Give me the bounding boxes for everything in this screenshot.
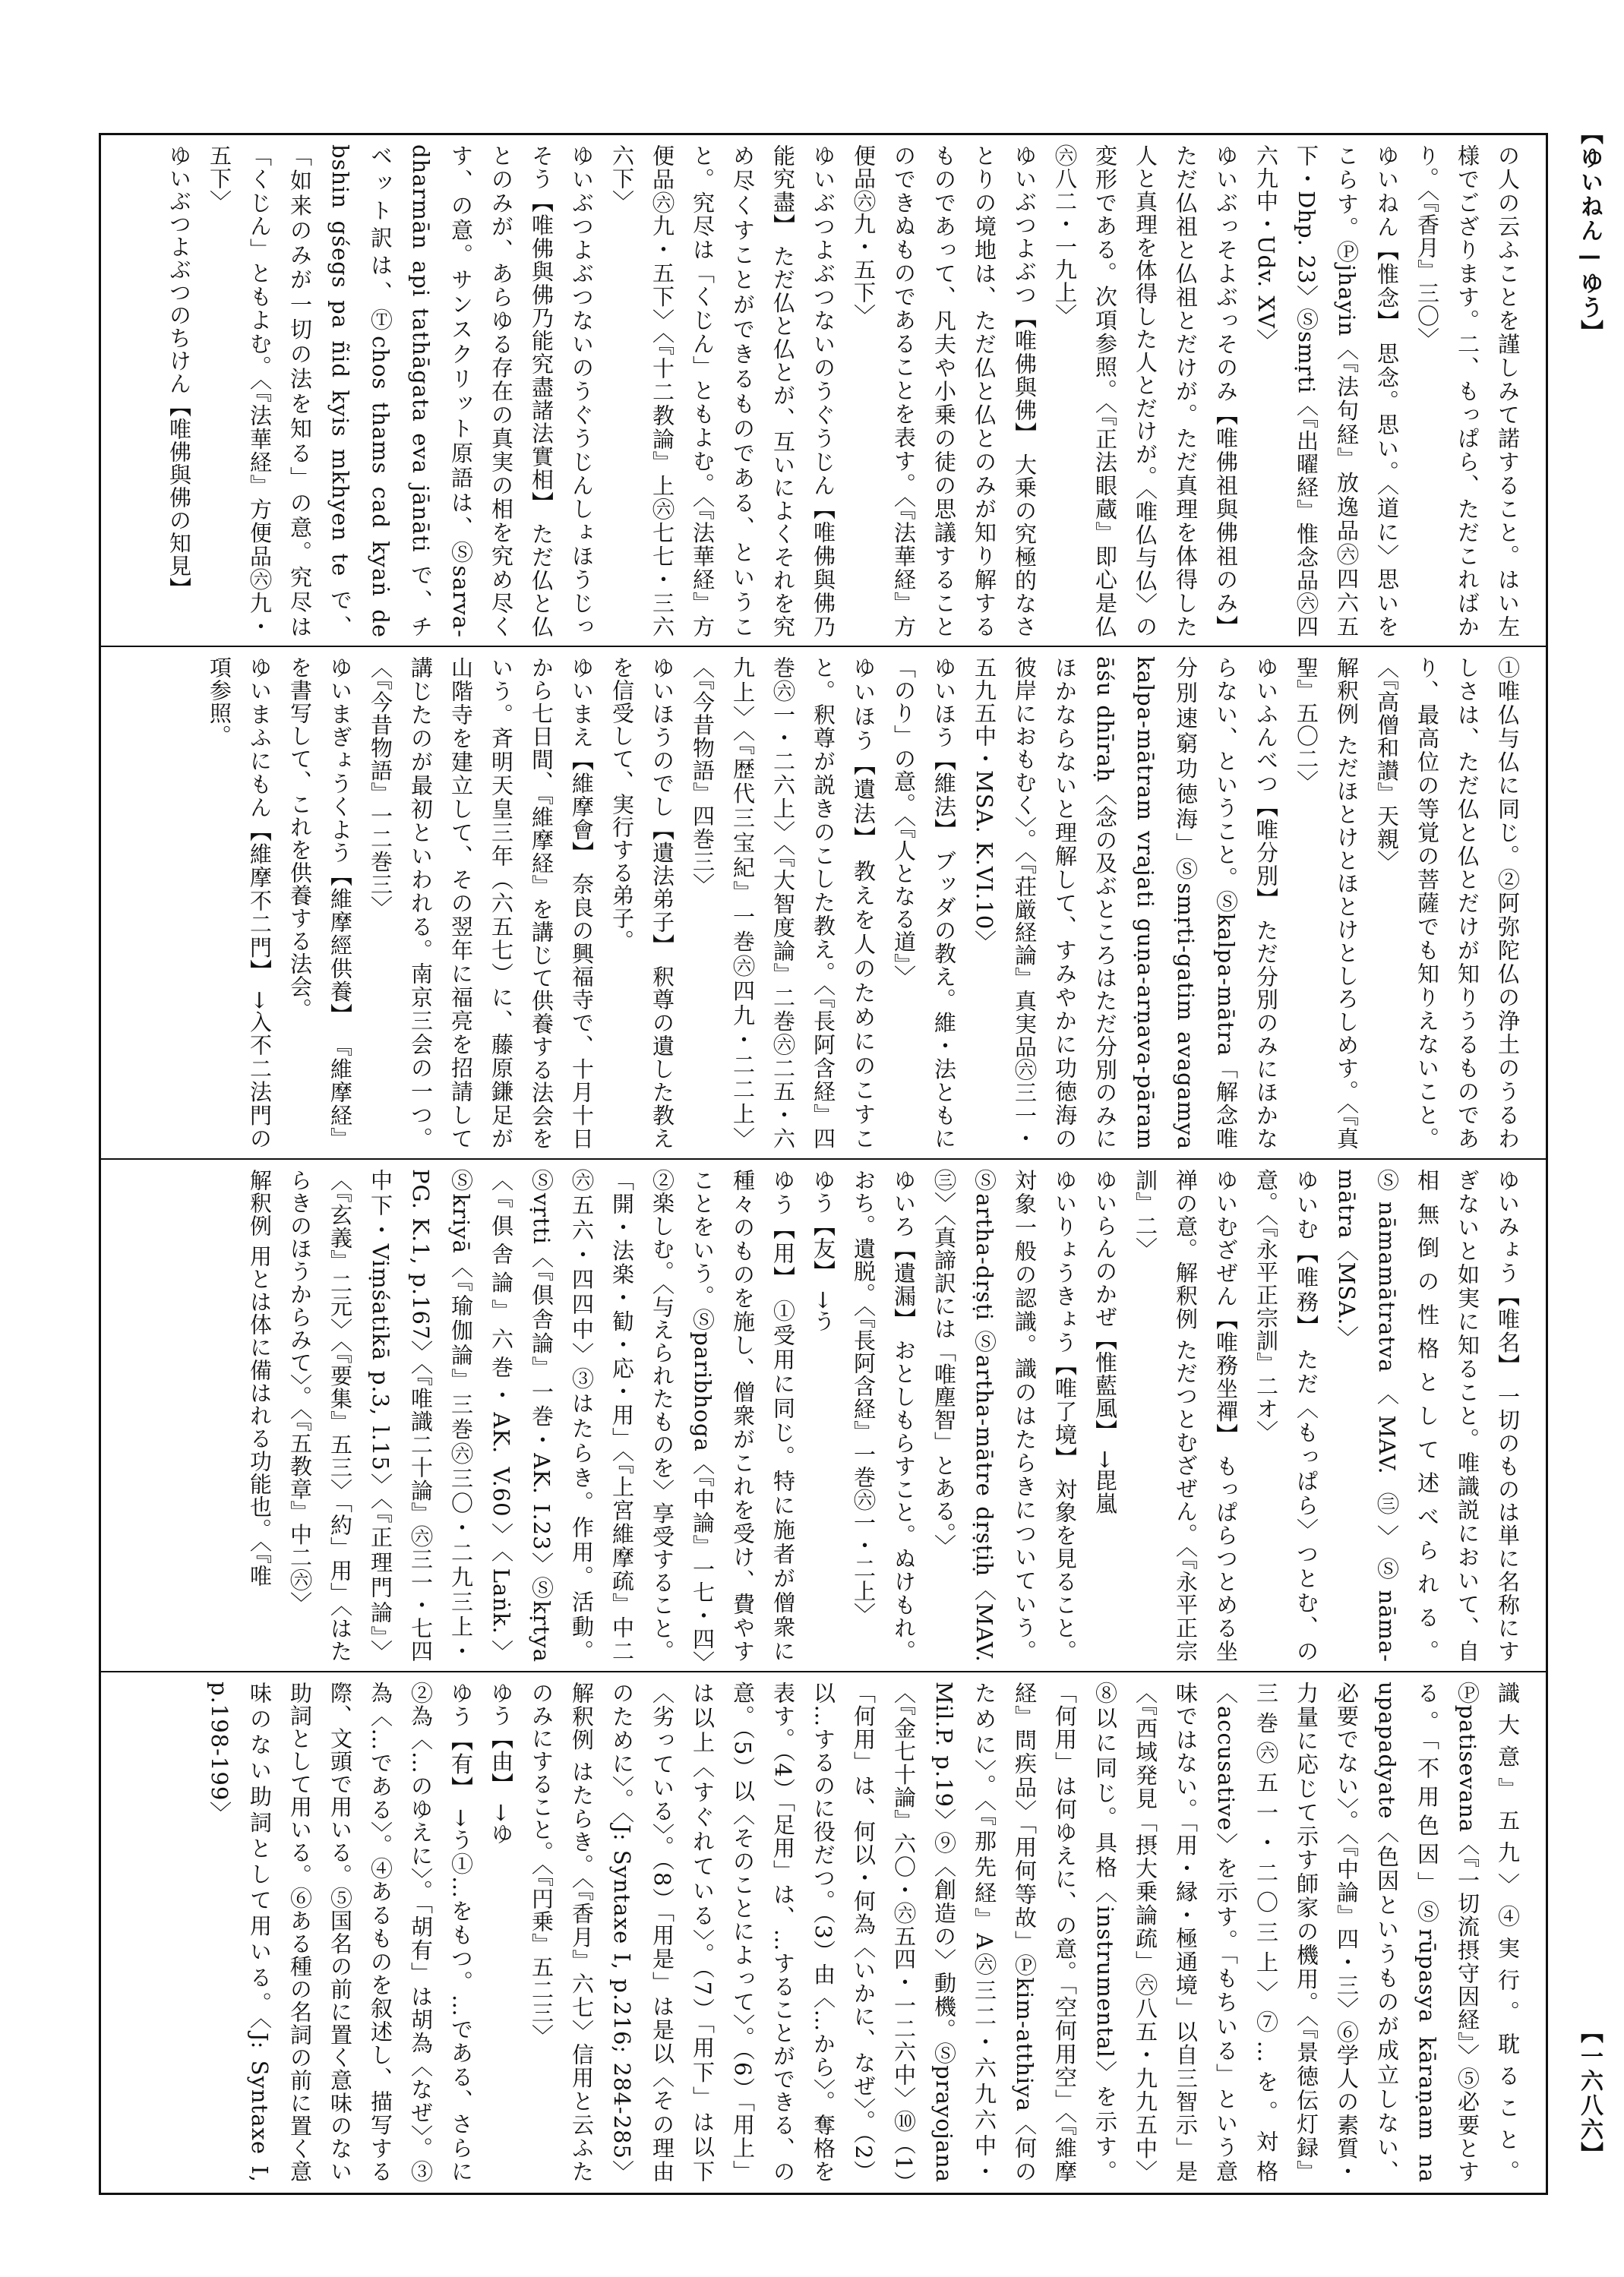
entry-yuihounodeshi: ゆいほうのでし【遺法弟子】 釈尊の遺した教えを信受して、実行する弟子。 <box>609 656 675 1150</box>
tier-4 <box>116 1682 1528 2183</box>
entry-yuu-you: ゆう【用】 ①受用に同じ。特に施者が僧衆に種々のものを施し、僧衆がこれを受け、費やすことをいう。Ⓢparibhoga〈『中論』一七・四〉②楽しむ。〈与えられたものを〉享受すること。「開・法楽・勧・応・用」〈『上宮維摩疏』中二㊅五六・四四中〉③はたらき。作用。活動。Ⓢvṛtti〈『倶舎論』一巻・AK. I.23〉Ⓢkṛtya〈『倶舎論』六巻・AK. V.60〉〈Laṅk.〉Ⓢkriyā〈『瑜伽論』三巻㊅三〇・二九三上・PG. K.1, p.167〉〈『唯識二十論』㊅三一・七四中下・Viṃśatikā p.3, l.15〉〈『正理門論』〉〈『玄義』二元〉〈『要集』五三〉「約」用」〈はたらきのほうからみて〉。〈『五教章』中二㊅〉 <box>287 1169 796 1663</box>
entry-yuu-aru: ゆう【有】 →う①…をもつ。…である、さらに②為〈…のゆえに〉。「胡有」は胡為〈なぜ〉。③為〈…である〉。④あるものを叙述し、描写する際、文頭で用いる。⑤国名の前に置く意味のない助詞として用いる。⑥ある種の名詞の前に置く意味のない助詞として用いる。〈J: Syntaxe I, p.198-199〉 <box>207 1682 474 2183</box>
entry-yuibutsuyobutsu-nainou: ゆいぶつよぶつないのうぐうじん【唯佛與佛乃能究盡】 ただ仏と仏とが、互いによくそれを究め尽くすことができるものである、ということ。究尽は「くじん」ともよむ。〈『法華経』方便品㊅九・五下〉〈『十二教論』上㊅七七・三六六下〉 <box>609 144 836 638</box>
entry-yuimu: ゆいむ【唯務】 ただ〈もっぱら〉つとむ、の意。〈『永平正宗訓』二オ〉 <box>1253 1169 1319 1663</box>
entry-yuimuzazen: ゆいむざぜん【唯務坐禪】 もっぱらつとめる坐禅の意。解釈例 ただつとむざぜん。〈『永平正宗訓』二〉 <box>1133 1169 1239 1663</box>
tier-divider <box>101 1158 1546 1160</box>
page-number: 【一六八六】 <box>1576 2020 1603 2166</box>
entry-yuibutsuyobutsu-chiken: ゆいぶつよぶつのちけん【唯佛與佛の知見】 <box>166 144 192 600</box>
entry-yuibussoyobusso: ゆいぶっそよぶっそのみ【唯佛祖與佛祖のみ】 ただ仏祖と仏祖とだけが。ただ真理を体得した人と真理を体得した人とだけが。〈唯仏与仏〉の変形である。次項参照。〈『正法眼蔵』即心是仏㊅八二・一九上〉 <box>1052 144 1239 638</box>
entry-yuihou-1: ゆいほう【維法】 ブッダの教え。維・法ともに「のり」の意。〈『人となる道』〉 <box>891 656 957 1150</box>
entry-block: 解釈例 用とは体に備はれる功能也。〈『唯 <box>247 1169 273 1588</box>
entry-yuiro: ゆいろ【遺漏】 おとしもらすこと。ぬけもれ。おち。遺脱。〈『長阿含経』一巻㊅一・二上〉 <box>851 1169 917 1663</box>
entry-yuinen: ゆいねん【惟念】 思念。思い。〈道に〉思いをこらす。Ⓟjhayin〈『法句経』放逸品㊅四六五下・Dhp. 23〉Ⓢsmṛti〈『出曜経』惟念品㊅四六九中・Udv. XV〉 <box>1253 144 1400 638</box>
running-head: 【ゆいねん—ゆう】 <box>1576 122 1603 344</box>
entry-block: 識大意』五九〉④実行。耽ること。Ⓟpatisevana〈『一切流摂守因経』〉⑤必要とする。「不用色因」Ⓢrūpasya kāraṇam na upapadyate〈色因というものが成立しない、必要でない〉。〈『中論』四・三〉⑥学人の素質・力量に応じて示す師家の機用。〈『景徳伝灯録』三巻㊅五一・二〇三上〉⑦…を。対格〈accusative〉を示す。「もちいる」という意味ではない。「用・縁・極通境」以自三智示」是〈『西域発見「摂大乗論疏」㊅八五・九九五中〉⑧以に同じ。具格〈instrumental〉を示す。「何用」は何ゆえに、の意。「空何用空」〈『維摩経』問疾品〉「用何等故」Ⓟkim-atthiya〈何のために〉。〈『那先経』A㊅三二・六九六中・Mil.P. p.19〉⑨〈創造の〉動機。Ⓢprayojana〈『金七十論』六〇・㊅五四・一二六中〉⑩（1）「何用」は、何以・何為〈いかに、なぜ〉。（2）以…するのに役だつ。（3）由〈…から〉。奪格を表す。（4）「足用」は、…することができる、の意。（5）以〈そのことによって〉。（6）「用上」は以上〈すぐれている〉。（7）「用下」は以下〈劣っている〉。（8）「用是」は是以〈その理由のために〉。〈J: Syntaxe I, p.216; 284-285〉解釈例 はたらき。〈『香月』六七〉信用と云ふたのみにすること。〈『円乗』五二三〉 <box>529 1682 1521 2183</box>
tier-2 <box>116 656 1528 1150</box>
tier-divider <box>101 1671 1546 1672</box>
tier-3 <box>116 1169 1528 1663</box>
entry-yuiryoukyou: ゆいりょうきょう【唯了境】 対象を見ること。対象一般の認識。識のはたらきについていう。Ⓢartha-dṛṣṭi Ⓢartha-mātre dṛṣṭiḥ〈MAV. ㊂〉〈真諦訳には「唯塵智」とある。〉 <box>931 1169 1078 1663</box>
entry-yuirannokaze: ゆいらんのかぜ【惟藍風】 →毘嵐 <box>1092 1169 1118 1515</box>
entry-block: の人の云ふことを謹しみて諾すること。はい左様でござります。二、もっぱら、ただこればかり。〈『香月』三〇〉 <box>1414 144 1521 638</box>
entry-yuimae: ゆいまえ【維摩會】 奈良の興福寺で、十月十日から七日間、『維摩経』を講じて供養する法会をいう。斉明天皇三年（六五七）に、藤原鎌足が山階寺を建立して、その翌年に福亮を招請して講じたのが最初といわれる。南京三会の一つ。〈『今昔物語』一二巻三〉 <box>368 656 595 1150</box>
entry-yuimafunimon: ゆいまふにもん【維摩不二門】 →入不二法門の項参照。 <box>207 656 273 1150</box>
entry-yuimyou: ゆいみょう【唯名】 一切のものは単に名称にすぎないと如実に知ること。唯識説において、自相無倒の性格として述べられる。Ⓢnāmamātratva〈MAV. ㊂〉Ⓢnāma-mātra〈MSA.〉 <box>1334 1169 1521 1663</box>
entry-block: ①唯仏与仏に同じ。②阿弥陀仏の浄土のうるわしさは、ただ仏と仏とだけが知りうるものであり、最高位の等覚の菩薩でも知りえないこと。〈『高僧和讃』天親〉 <box>1374 656 1521 1150</box>
entry-yuu-tomo: ゆう【友】 →う <box>810 1169 836 1333</box>
entry-block: 解釈例 ただほとけとほとけとしろしめす。〈『真聖』五〇二〉 <box>1294 656 1360 1150</box>
entry-yuifunbetsu: ゆいふんべつ【唯分別】 ただ分別のみにほかならない、ということ。Ⓢkalpa-mātra「解念唯分別速窮功徳海」Ⓢsmṛti-gatim avagamya kalpa-mātram vrajati guṇa-arṇava-pāram āśu dhīraḥ〈念の及ぶところはただ分別のみにほかならないと理解して、すみやかに功徳海の彼岸におもむく〉。〈『荘厳経論』真実品㊅三一・五九五中・MSA. K.VI.10〉 <box>972 656 1279 1150</box>
entry-yuihou-2: ゆいほう【遺法】 教えを人のためにのこすこと。釈尊が説きのこした教え。〈『長阿含経』四巻㊅一・二六上〉〈『大智度論』二巻㊅二五・六九上〉〈『歴代三宝紀』一巻㊅四九・二二上〉〈『今昔物語』四巻三〉 <box>690 656 877 1150</box>
tier-divider <box>101 646 1546 647</box>
entry-yuibutsuyobutsu-shohou: ゆいぶつよぶつないのうぐうじんしょほうじっそう【唯佛與佛乃能究盡諸法實相】 ただ仏と仏とのみが、あらゆる存在の真実の相を究め尽くす、の意。サンスクリット原語は、Ⓢsarva-dharmān api tathāgata eva jānāti で、チベット訳は、Ⓣchos thams cad kyaṅ de bshin gśegs pa ñid kyis mkhyen te で、「如来のみが一切の法を知る」の意。究尽は「くじん」ともよむ。〈『法華経』方便品㊅九・五下〉 <box>207 144 595 638</box>
tier-1 <box>116 144 1528 638</box>
dictionary-page-frame <box>99 133 1548 2195</box>
entry-yuibutsuyobutsu: ゆいぶつよぶつ【唯佛與佛】 大乗の究極的なさとりの境地は、ただ仏と仏とのみが知り解するものであって、凡夫や小乗の徒の思議することのできぬものであることを表す。〈『法華経』方便品㊅九・五下〉 <box>851 144 1038 638</box>
entry-yuimagyoukuyou: ゆいまぎょうくよう【維摩經供養】 『維摩経』を書写して、これを供養する法会。 <box>287 656 353 1150</box>
entry-yuu-yoshi: ゆう【由】 →ゆ <box>488 1682 514 1846</box>
